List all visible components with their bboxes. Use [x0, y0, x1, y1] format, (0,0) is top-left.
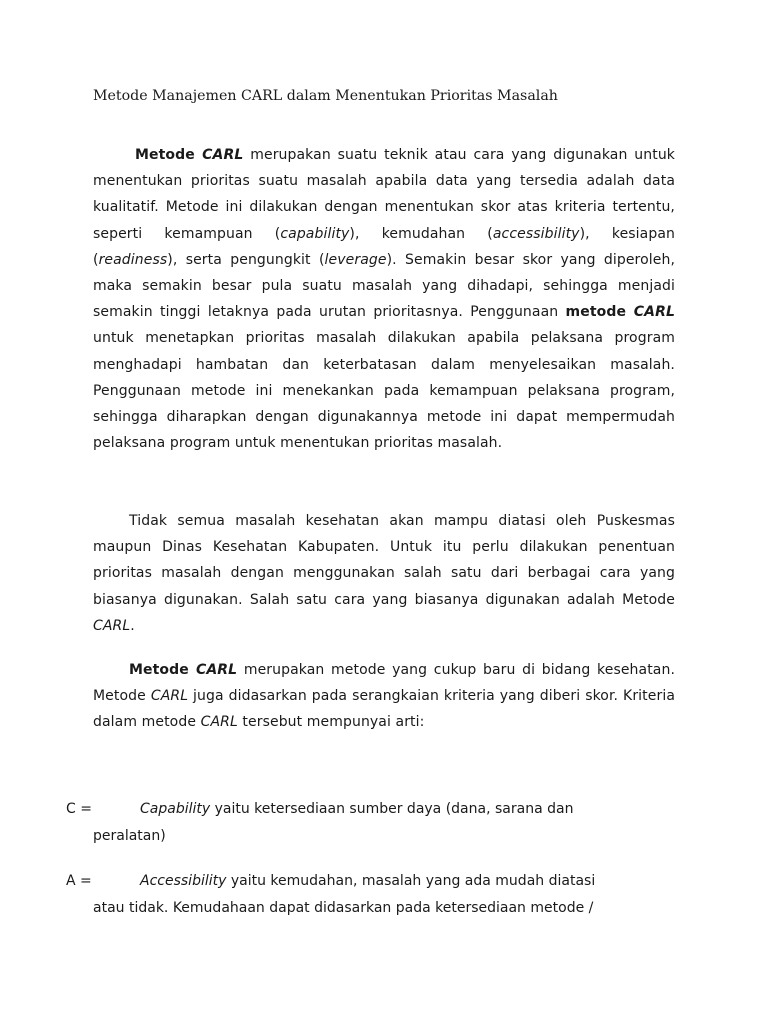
bold-lead: Metode CARL	[135, 147, 244, 163]
bold-lead: Metode CARL	[129, 662, 238, 678]
document-title: Metode Manajemen CARL dalam Menentukan Prioritas Masalah	[93, 88, 558, 104]
bold-inline: metode CARL	[565, 304, 675, 321]
criterion-capability: C = Capability yaitu ketersediaan sumber daya (dana, sarana dan peralatan)	[66, 801, 574, 844]
paragraph-carl-definition: Metode CARL merupakan suatu teknik atau cara yang digunakan untuk menentukan prioritas suatu masalah apabila data yang tersedia adalah data kualitatif. Metode ini dilakukan dengan menentukan skor atas kriteria tertentu, seperti kemampuan (capability), kemudahan (accessibility), kesiapan (readiness), serta pengungkit (leverage). Semakin besar skor yang diperoleh, maka semakin besar pula suatu masalah yang dihadapi, sehingga menjadi semakin tinggi letaknya pada urutan prioritasnya. Penggunaan metode CARL untuk menetapkan prioritas masalah dilakukan apabila pelaksana program menghadapi hambatan dan keterbatasan dalam menyelesaikan masalah. Penggunaan metode ini menekankan pada kemampuan pelaksana program, sehingga diharapkan dengan digunakannya metode ini dapat mempermudah pelaksana program untuk menentukan prioritas masalah.	[93, 147, 676, 452]
paragraph-carl-criteria-intro: Metode CARL merupakan metode yang cukup baru di bidang kesehatan. Metode CARL juga didasarkan pada serangkaian kriteria yang diberi skor. Kriteria dalam metode CARL tersebut mempunyai arti:	[93, 662, 676, 731]
criterion-accessibility: A = Accessibility yaitu kemudahan, masalah yang ada mudah diatasi atau tidak. Kemudahaan dapat didasarkan pada ketersediaan metode /	[66, 873, 596, 916]
paragraph-puskesmas: Tidak semua masalah kesehatan akan mampu diatasi oleh Puskesmas maupun Dinas Kesehatan Kabupaten. Untuk itu perlu dilakukan penentuan prioritas masalah dengan menggunakan salah satu dari berbagai cara yang biasanya digunakan. Salah satu cara yang biasanya digunakan adalah Metode CARL.	[93, 513, 675, 634]
